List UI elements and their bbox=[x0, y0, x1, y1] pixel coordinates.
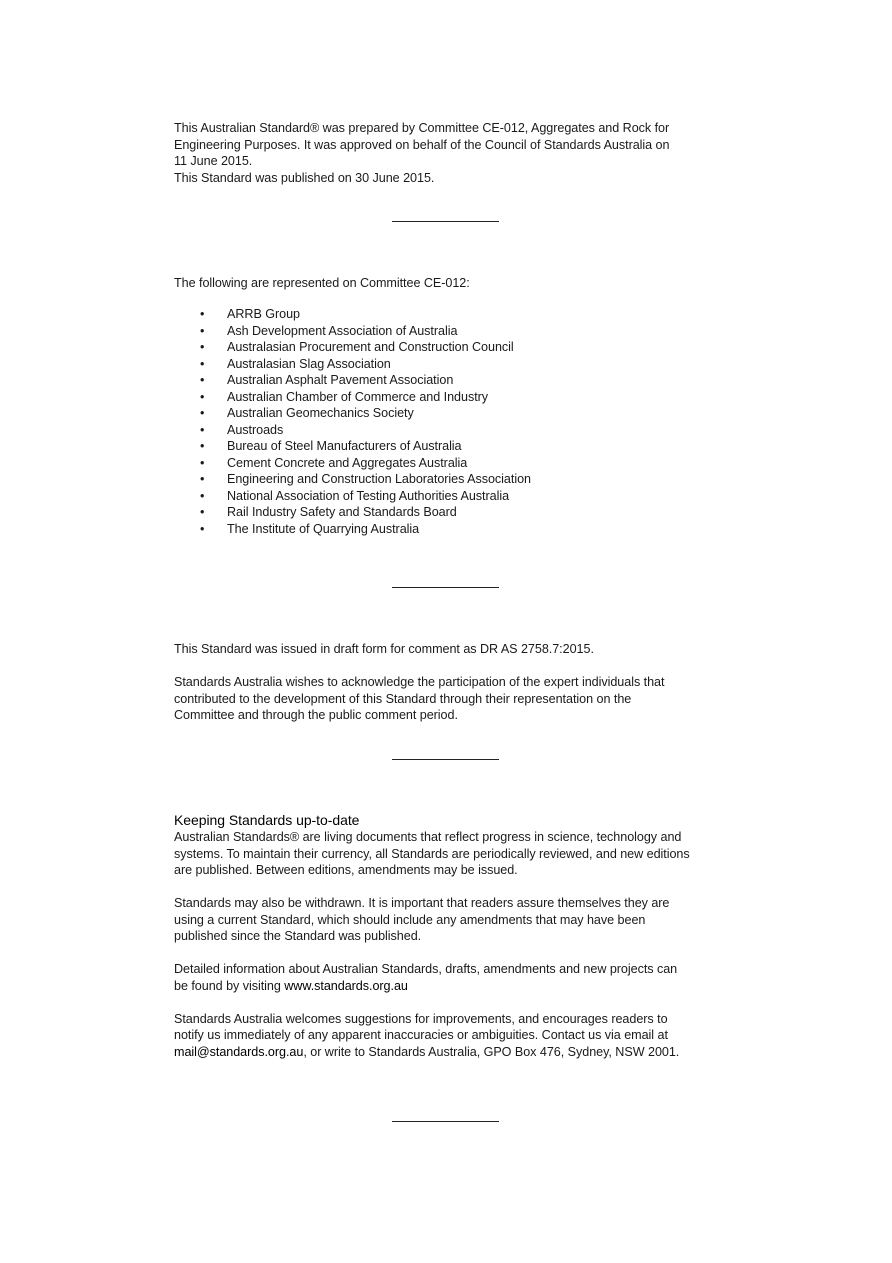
bullet-icon: • bbox=[200, 422, 205, 437]
contact-email-link[interactable]: mail@standards.org.au bbox=[174, 1044, 304, 1059]
acknowledgement-line: contributed to the development of this Standard through their representation on the bbox=[174, 691, 632, 706]
bullet-icon: • bbox=[200, 488, 205, 503]
draft-section bbox=[174, 641, 734, 724]
member-name: Australasian Procurement and Construction Council bbox=[227, 340, 514, 354]
paragraph-line: published since the Standard was published. bbox=[174, 929, 422, 943]
paragraph-text: , or write to Standards Australia, GPO Box 476, Sydney, NSW 2001. bbox=[303, 1044, 680, 1059]
list-item bbox=[174, 521, 734, 538]
committee-member-list bbox=[174, 306, 734, 537]
committee-intro: The following are represented on Committee CE-012: bbox=[174, 276, 470, 290]
section-divider bbox=[392, 1121, 499, 1122]
member-name: Cement Concrete and Aggregates Australia bbox=[227, 455, 468, 470]
member-name: Austroads bbox=[227, 422, 284, 437]
paragraph-line: notify us immediately of any apparent inaccuracies or ambiguities. Contact us via email at bbox=[174, 1028, 668, 1042]
bullet-icon: • bbox=[200, 323, 205, 338]
committee-section bbox=[174, 275, 734, 537]
approval-line: This Australian Standard® was prepared by Committee CE-012, Aggregates and Rock for bbox=[174, 121, 670, 135]
section-divider bbox=[392, 587, 499, 588]
bullet-icon: • bbox=[200, 389, 205, 404]
member-name: Rail Industry Safety and Standards Board bbox=[227, 505, 457, 519]
member-name: National Association of Testing Authorities Australia bbox=[227, 488, 510, 503]
paragraph-line: Australian Standards® are living documents that reflect progress in science, technology and bbox=[174, 830, 682, 844]
paragraph-line: Detailed information about Australian Standards, drafts, amendments and new projects can bbox=[174, 962, 678, 976]
approval-line: 11 June 2015. bbox=[174, 154, 253, 168]
list-item bbox=[174, 488, 734, 505]
member-name: Bureau of Steel Manufacturers of Australia bbox=[227, 439, 462, 453]
bullet-icon: • bbox=[200, 356, 205, 371]
bullet-icon: • bbox=[200, 373, 205, 387]
paragraph-line: systems. To maintain their currency, all Standards are periodically reviewed, and new editions bbox=[174, 846, 690, 861]
list-item bbox=[174, 339, 734, 356]
list-item bbox=[174, 471, 734, 488]
list-item bbox=[174, 438, 734, 455]
member-name: Ash Development Association of Australia bbox=[227, 323, 458, 338]
paragraph-line bbox=[174, 1044, 734, 1061]
section-divider bbox=[392, 759, 499, 760]
list-item bbox=[174, 422, 734, 439]
section-heading: Keeping Standards up-to-date bbox=[174, 812, 360, 828]
member-name: Australian Geomechanics Society bbox=[227, 406, 414, 420]
paragraph-line: Standards Australia welcomes suggestions for improvements, and encourages readers to bbox=[174, 1011, 668, 1026]
bullet-icon: • bbox=[200, 307, 205, 321]
list-item bbox=[174, 504, 734, 521]
bullet-icon: • bbox=[200, 505, 205, 519]
bullet-icon: • bbox=[200, 340, 205, 354]
document-page bbox=[174, 0, 734, 1263]
bullet-icon: • bbox=[200, 439, 205, 453]
standards-website-link[interactable]: www.standards.org.au bbox=[284, 978, 408, 993]
member-name: The Institute of Quarrying Australia bbox=[227, 521, 420, 536]
section-divider bbox=[392, 221, 499, 222]
approval-section bbox=[174, 120, 734, 186]
member-name: Australian Chamber of Commerce and Industry bbox=[227, 389, 489, 404]
member-name: ARRB Group bbox=[227, 307, 300, 321]
list-item bbox=[174, 389, 734, 406]
member-name: Australasian Slag Association bbox=[227, 356, 391, 371]
paragraph-line: Standards may also be withdrawn. It is important that readers assure themselves they are bbox=[174, 896, 670, 910]
list-item bbox=[174, 356, 734, 373]
approval-line: Engineering Purposes. It was approved on behalf of the Council of Standards Australia on bbox=[174, 137, 670, 152]
list-item bbox=[174, 306, 734, 323]
list-item bbox=[174, 455, 734, 472]
paragraph-line bbox=[174, 978, 734, 995]
draft-issued-text: This Standard was issued in draft form for comment as DR AS 2758.7:2015. bbox=[174, 642, 594, 656]
publication-line: This Standard was published on 30 June 2015. bbox=[174, 170, 435, 185]
paragraph-line: using a current Standard, which should include any amendments that may have been bbox=[174, 912, 646, 927]
member-name: Australian Asphalt Pavement Association bbox=[227, 373, 454, 387]
acknowledgement-line: Committee and through the public comment period. bbox=[174, 708, 458, 722]
bullet-icon: • bbox=[200, 521, 205, 536]
bullet-icon: • bbox=[200, 472, 205, 486]
paragraph-line: are published. Between editions, amendments may be issued. bbox=[174, 863, 518, 877]
paragraph-text: be found by visiting bbox=[174, 978, 285, 993]
bullet-icon: • bbox=[200, 406, 205, 420]
uptodate-section bbox=[174, 812, 734, 1060]
acknowledgement-line: Standards Australia wishes to acknowledge the participation of the expert individuals that bbox=[174, 675, 665, 689]
bullet-icon: • bbox=[200, 455, 205, 470]
list-item bbox=[174, 405, 734, 422]
list-item bbox=[174, 372, 734, 389]
list-item bbox=[174, 323, 734, 340]
member-name: Engineering and Construction Laboratories Association bbox=[227, 472, 531, 486]
